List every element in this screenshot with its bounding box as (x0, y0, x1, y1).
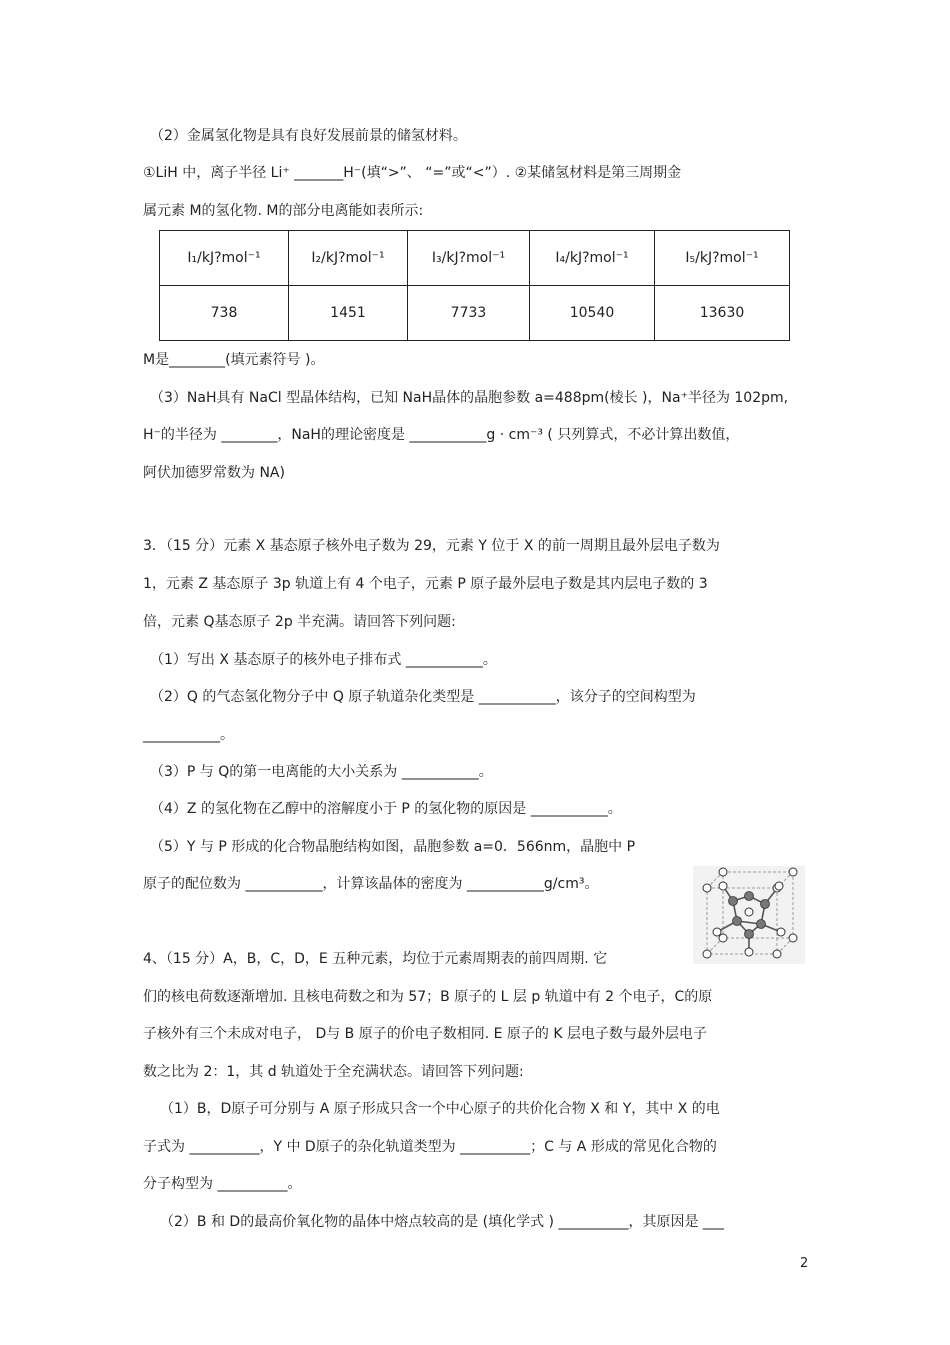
line-18: 4、（15 分）A，B，C，D，E 五种元素，均位于元素周期表的前四周期. 它 (143, 951, 608, 967)
line-7: 阿伏加德罗常数为 NA) (143, 465, 285, 481)
line-11: （1）写出 X 基态原子的核外电子排布式 ___________。 (150, 652, 497, 668)
line-15: （4）Z 的氢化物在乙醇中的溶解度小于 P 的氢化物的原因是 ___________。 (150, 801, 622, 817)
ionization-energy-table (159, 230, 790, 341)
table-cell: 7733 (408, 286, 530, 341)
line-21: 数之比为 2：1，其 d 轨道处于全充满状态。请回答下列问题: (143, 1064, 524, 1080)
line-16: （5）Y 与 P 形成的化合物晶胞结构如图，晶胞参数 a=0．566nm，晶胞中 P (150, 839, 636, 855)
table-cell: 738 (160, 286, 289, 341)
line-14: （3）P 与 Q的第一电离能的大小关系为 ___________。 (150, 764, 493, 780)
line-23: 子式为 __________，Y 中 D原子的杂化轨道类型为 __________；C 与 A 形成的常见化合物的 (143, 1139, 717, 1155)
table-header-cell: I₂/kJ?mol⁻¹ (289, 231, 408, 286)
line-10: 倍，元素 Q基态原子 2p 半充满。请回答下列问题: (143, 614, 456, 630)
table-cell: 1451 (289, 286, 408, 341)
table-cell: 10540 (530, 286, 655, 341)
table-cell: 13630 (655, 286, 790, 341)
line-1: （2）金属氢化物是具有良好发展前景的储氢材料。 (150, 128, 467, 144)
table-header-cell: I₅/kJ?mol⁻¹ (655, 231, 790, 286)
line-24: 分子构型为 __________。 (143, 1176, 302, 1192)
crystal-structure-image (693, 866, 805, 964)
line-9: 1，元素 Z 基态原子 3p 轨道上有 4 个电子，元素 P 原子最外层电子数是其内层电子数的 3 (143, 576, 708, 592)
line-19: 们的核电荷数逐渐增加. 且核电荷数之和为 57；B 原子的 L 层 p 轨道中有 2 个电子，C的原 (143, 989, 713, 1005)
line-6: H⁻的半径为 ________，NaH的理论密度是 ___________g · cm⁻³ ( 只列算式，不必计算出数值， (143, 427, 740, 443)
line-17: 原子的配位数为 ___________，计算该晶体的密度为 ___________g/cm³。 (143, 876, 599, 892)
table-header-cell: I₄/kJ?mol⁻¹ (530, 231, 655, 286)
table-header-cell: I₁/kJ?mol⁻¹ (160, 231, 289, 286)
line-25: （2）B 和 D的最高价氧化物的晶体中熔点较高的是 (填化学式 ) __________，其原因是 ___ (160, 1214, 724, 1230)
table-header-cell: I₃/kJ?mol⁻¹ (408, 231, 530, 286)
line-20: 子核外有三个未成对电子， D与 B 原子的价电子数相同. E 原子的 K 层电子数与最外层电子 (143, 1026, 708, 1042)
line-12: （2）Q 的气态氢化物分子中 Q 原子轨道杂化类型是 ___________，该分子的空间构型为 (150, 689, 696, 705)
line-2: ①LiH 中，离子半径 Li⁺ _______H⁻(填“>”、 “=”或“<”）. ②某储氢材料是第三周期金 (143, 165, 682, 181)
page-number: 2 (800, 1256, 809, 1271)
line-22: （1）B，D原子可分别与 A 原子形成只含一个中心原子的共价化合物 X 和 Y，其中 X 的电 (160, 1101, 720, 1117)
line-3: 属元素 M的氢化物. M的部分电离能如表所示: (143, 203, 424, 219)
line-13: ___________。 (143, 727, 234, 743)
line-8: 3．（15 分）元素 X 基态原子核外电子数为 29，元素 Y 位于 X 的前一周期且最外层电子数为 (143, 538, 720, 554)
line-5: （3）NaH具有 NaCl 型晶体结构，已知 NaH晶体的晶胞参数 a=488pm(棱长 )，Na⁺半径为 102pm, (150, 390, 789, 406)
line-4: M是________(填元素符号 )。 (143, 352, 325, 368)
